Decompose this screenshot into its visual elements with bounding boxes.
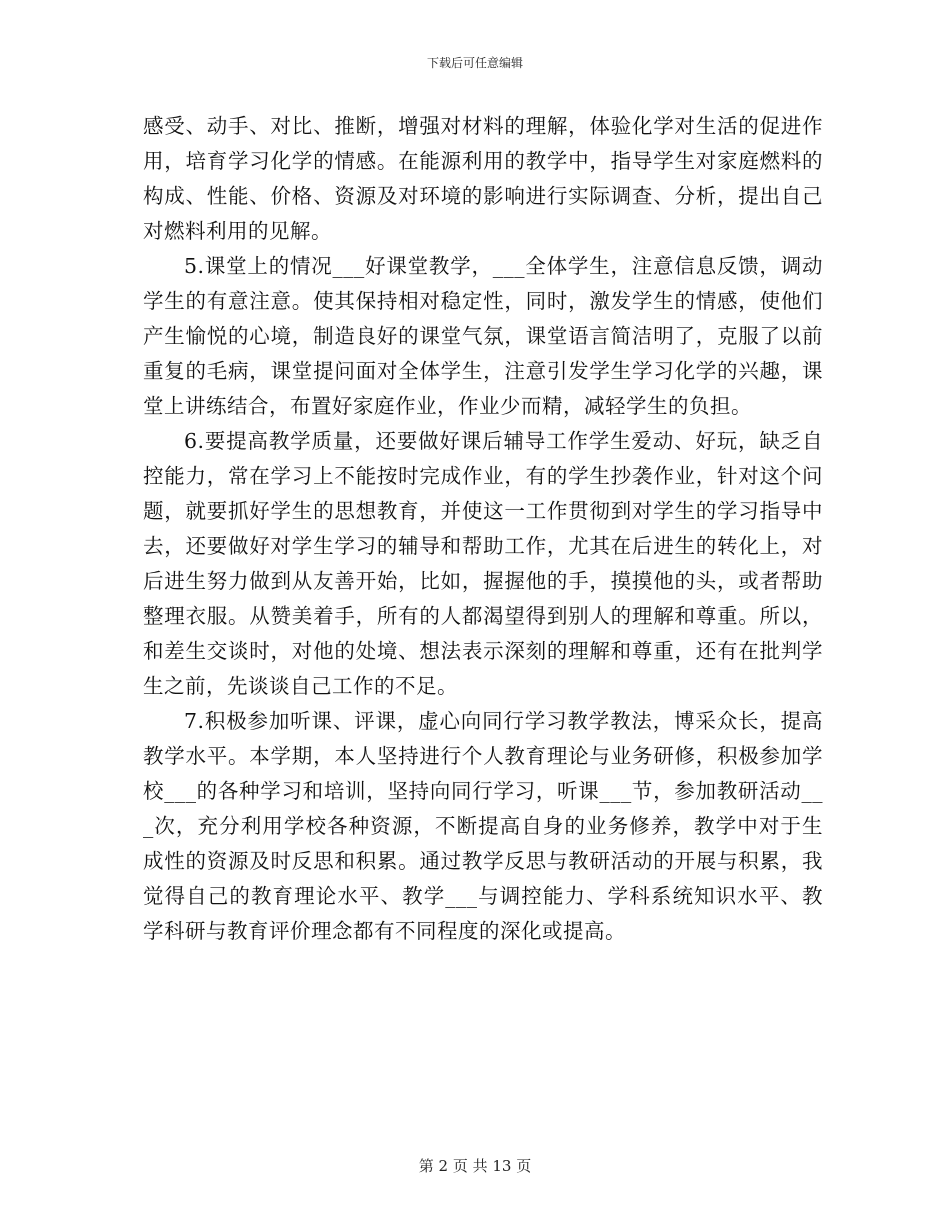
page-header: 下载后可任意编辑 — [426, 56, 523, 70]
page-number-footer: 第 2 页 共 13 页 — [418, 1157, 532, 1175]
paragraph-item-7: 7.积极参加听课、评课，虚心向同行学习教学教法，博采众长，提高教学水平。本学期，本人坚持进行个人教育理论与业务研修，积极参加学校___的各种学习和培训，坚持向同行学习，听课___节，参加教研活动___次，充分利用学校各种资源，不断提高自身的业务修养，教学中对于生成性的资源及时反思和积累。通过教学反思与教研活动的开展与积累，我觉得自己的教育理论水平、教学___与调控能力、学科系统知识水平、教学科研与教育评价理念都有不同程度的深化或提高。 — [143, 709, 823, 943]
document-body — [143, 109, 823, 949]
paragraph-continuation: 感受、动手、对比、推断，增强对材料的理解，体验化学对生活的促进作用，培育学习化学的情感。在能源利用的教学中，指导学生对家庭燃料的构成、性能、价格、资源及对环境的影响进行实际调查、分析，提出自己对燃料利用的见解。 — [143, 114, 823, 243]
paragraph-item-5: 5.课堂上的情况___好课堂教学，___全体学生，注意信息反馈，调动学生的有意注意。使其保持相对稳定性，同时，激发学生的情感，使他们产生愉悦的心境，制造良好的课堂气氛，课堂语言简洁明了，克服了以前重复的毛病，课堂提问面对全体学生，注意引发学生学习化学的兴趣，课堂上讲练结合，布置好家庭作业，作业少而精，减轻学生的负担。 — [143, 254, 823, 418]
paragraph-item-6: 6.要提高教学质量，还要做好课后辅导工作学生爱动、好玩，缺乏自控能力，常在学习上不能按时完成作业，有的学生抄袭作业，针对这个问题，就要抓好学生的思想教育，并使这一工作贯彻到对学生的学习指导中去，还要做好对学生学习的辅导和帮助工作，尤其在后进生的转化上，对后进生努力做到从友善开始，比如，握握他的手，摸摸他的头，或者帮助整理衣服。从赞美着手，所有的人都渴望得到别人的理解和尊重。所以，和差生交谈时，对他的处境、想法表示深刻的理解和尊重，还有在批判学生之前，先谈谈自己工作的不足。 — [143, 429, 823, 698]
